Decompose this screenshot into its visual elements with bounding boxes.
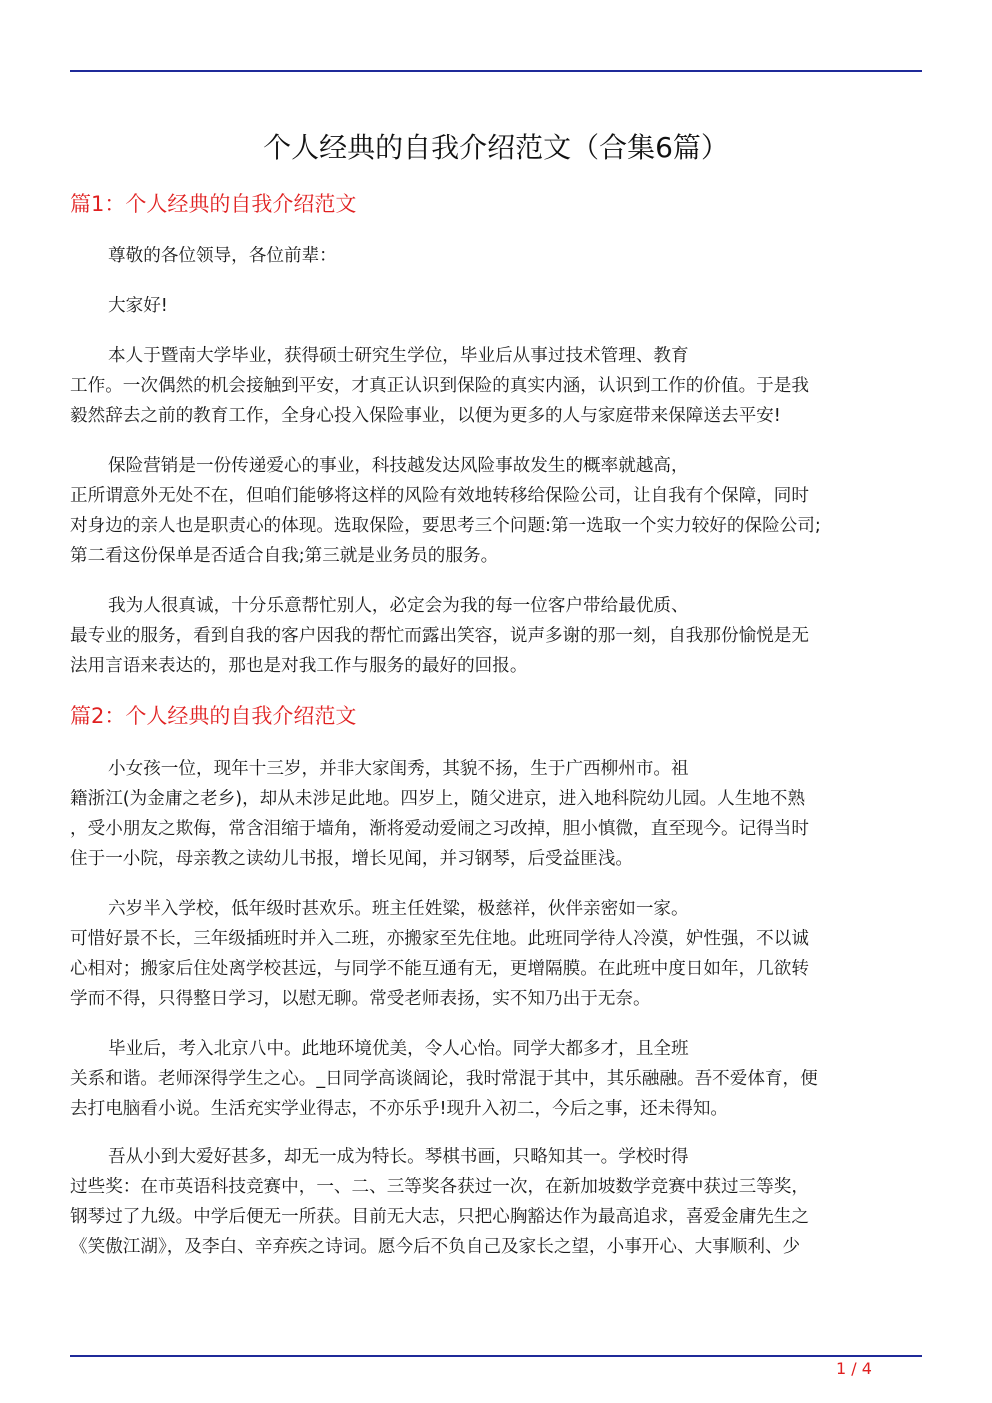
text-line: 心相对；搬家后住处离学校甚远，与同学不能互通有无，更增隔膜。在此班中度日如年，几欲转 — [70, 959, 809, 979]
paragraph — [70, 291, 922, 321]
document-title: 个人经典的自我介绍范文（合集6篇） — [263, 131, 729, 164]
paragraph — [70, 1142, 922, 1262]
paragraph — [70, 591, 922, 681]
paragraph — [70, 341, 922, 431]
text-line: 籍浙江(为金庸之老乡)，却从未涉足此地。四岁上，随父进京，进入地科院幼儿园。人生地不熟 — [70, 789, 806, 809]
text-line: 工作。一次偶然的机会接触到平安，才真正认识到保险的真实内涵，认识到工作的价值。于是我 — [70, 376, 809, 396]
text-line: 去打电脑看小说。生活充实学业得志，不亦乐乎!现升入初二，今后之事，还未得知。 — [70, 1099, 729, 1119]
text-line: 吾从小到大爱好甚多，却无一成为特长。琴棋书画，只略知其一。学校时得 — [108, 1147, 689, 1167]
text-line: 保险营销是一份传递爱心的事业，科技越发达风险事故发生的概率就越高， — [108, 456, 689, 476]
text-line: 关系和谐。老师深得学生之心。_日同学高谈阔论，我时常混于其中，其乐融融。吾不爱体育，便 — [70, 1069, 818, 1089]
text-line: 过些奖：在市英语科技竞赛中，一、二、三等奖各获过一次，在新加坡数学竞赛中获过三等奖， — [70, 1177, 809, 1197]
header-rule — [70, 70, 922, 72]
text-line: 学而不得，只得整日学习，以慰无聊。常受老师表扬，实不知乃出于无奈。 — [70, 989, 651, 1009]
text-line: 可惜好景不长，三年级插班时并入二班，亦搬家至先住地。此班同学待人冷漠，妒性强，不以诚 — [70, 929, 809, 949]
paragraph — [70, 241, 922, 271]
text-line: 六岁半入学校，低年级时甚欢乐。班主任姓粱，极慈祥，伙伴亲密如一家。 — [108, 899, 689, 919]
section-heading-2: 篇2：个人经典的自我介绍范文 — [70, 704, 357, 728]
page-number: 1 / 4 — [836, 1359, 872, 1378]
text-line: 法用言语来表达的，那也是对我工作与服务的最好的回报。 — [70, 656, 528, 676]
footer-rule — [70, 1355, 922, 1357]
text-line: 第二看这份保单是否适合自我;第三就是业务员的服务。 — [70, 546, 499, 566]
text-line: 最专业的服务，看到自我的客户因我的帮忙而露出笑容，说声多谢的那一刻，自我那份愉悦是无 — [70, 626, 809, 646]
text-line: ，受小朋友之欺侮，常含泪缩于墙角，渐将爱动爱闹之习改掉，胆小慎微，直至现今。记得当时 — [70, 819, 809, 839]
section-heading-1: 篇1：个人经典的自我介绍范文 — [70, 192, 357, 216]
text-line: 对身边的亲人也是职责心的体现。选取保险，要思考三个问题:第一选取一个实力较好的保险公司; — [70, 516, 821, 536]
text-line: 本人于暨南大学毕业，获得硕士研究生学位，毕业后从事过技术管理、教育 — [108, 346, 689, 366]
paragraph — [70, 894, 922, 1014]
text-line: 住于一小院，母亲教之读幼儿书报，增长见闻，并习钢琴，后受益匪浅。 — [70, 849, 634, 869]
text-line: 钢琴过了九级。中学后便无一所获。目前无大志，只把心胸豁达作为最高追求，喜爱金庸先生之 — [70, 1207, 809, 1227]
text-line: 小女孩一位，现年十三岁，并非大家闺秀，其貌不扬，生于广西柳州市。祖 — [108, 759, 689, 779]
text-line: 我为人很真诚，十分乐意帮忙别人，必定会为我的每一位客户带给最优质、 — [108, 596, 689, 616]
paragraph — [70, 1034, 922, 1124]
text-line: 大家好! — [108, 296, 168, 316]
text-line: 《笑傲江湖》，及李白、辛弃疾之诗词。愿今后不负自己及家长之望，小事开心、大事顺利、少 — [70, 1237, 801, 1257]
text-line: 尊敬的各位领导，各位前辈： — [108, 246, 337, 266]
text-line: 正所谓意外无处不在，但咱们能够将这样的风险有效地转移给保险公司，让自我有个保障，同时 — [70, 486, 809, 506]
paragraph — [70, 754, 922, 874]
text-line: 毕业后，考入北京八中。此地环境优美，令人心怡。同学大都多才，且全班 — [108, 1039, 689, 1059]
text-line: 毅然辞去之前的教育工作，全身心投入保险事业，以便为更多的人与家庭带来保障送去平安! — [70, 406, 781, 426]
paragraph — [70, 451, 922, 571]
